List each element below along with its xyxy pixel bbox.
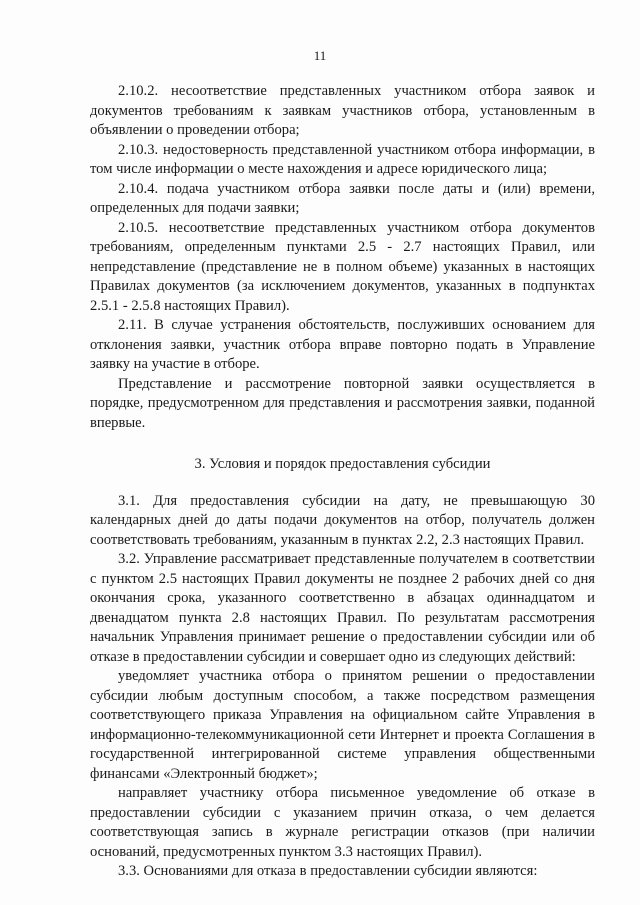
page-number: 11 bbox=[313, 48, 327, 63]
paragraph-repeat-application: Представление и рассмотрение повторной заявки осуществляется в порядке, предусмотренном для представления и рассмотрения заявки, поданной впервые. bbox=[90, 375, 595, 431]
paragraph-3-2: 3.2. Управление рассматривает представленные получателем в соответствии с пунктом 2.5 настоящих Правил документы не позднее 2 рабочих дней со дня окончания срока, указанного соответственно в абзацах одиннадцатом и двенадцатом пункта 2.8 настоящих Правил. По результатам рассмотрения начальник Управления принимает решение о предоставлении субсидии или об отказе в предоставлении субсидии и совершает одно из следующих действий: bbox=[90, 551, 595, 665]
paragraph-notify-participant: уведомляет участника отбора о принятом решении о предоставлении субсидии любым доступным способом, а также посредством размещения соответствующего приказа Управления на официальном сайте Управления в информационно-телекоммуникационной сети Интернет и проекта Соглашения в государственной интегрированной системе управления общественными финансами «Электронный бюджет»; bbox=[90, 668, 595, 782]
paragraph-2-11: 2.11. В случае устранения обстоятельств, послуживших основанием для отклонения заявки, участник отбора вправе повторно подать в Управление заявку на участие в отборе. bbox=[90, 317, 595, 372]
paragraph-2-10-4: 2.10.4. подача участником отбора заявки после даты и (или) времени, определенных для подачи заявки; bbox=[90, 180, 595, 216]
section-3-heading: 3. Условия и порядок предоставления субсидии bbox=[194, 456, 491, 472]
document-body bbox=[90, 82, 595, 882]
paragraph-3-1: 3.1. Для предоставления субсидии на дату, не превышающую 30 календарных дней до даты подачи документов на отбор, получатель должен соответствовать требованиям, указанным в пунктах 2.2, 2.3 настоящих Правил. bbox=[90, 492, 595, 548]
paragraph-3-3: 3.3. Основаниями для отказа в предоставлении субсидии являются: bbox=[118, 863, 538, 879]
paragraph-2-10-3: 2.10.3. недостоверность представленной участником отбора информации, в том числе информации о месте нахождения и адресе юридического лица; bbox=[90, 141, 595, 177]
paragraph-2-10-2: 2.10.2. несоответствие представленных участником отбора заявок и документов требованиям к заявкам участников отбора, установленным в объявлении о проведении отбора; bbox=[90, 83, 595, 138]
paragraph-refusal-notice: направляет участнику отбора письменное уведомление об отказе в предоставлении субсидии с указанием причин отказа, о чем делается соответствующая запись в журнале регистрации отказов (при наличии оснований, предусмотренных пунктом 3.3 настоящих Правил). bbox=[90, 785, 595, 860]
paragraph-2-10-5: 2.10.5. несоответствие представленных участником отбора документов требованиям, определенным пунктами 2.5 - 2.7 настоящих Правил, или непредставление (представление не в полном объеме) указанных в настоящих Правилах документов (за исключением документов, указанных в подпунктах 2.5.1 - 2.5.8 настоящих Правил). bbox=[90, 219, 595, 314]
